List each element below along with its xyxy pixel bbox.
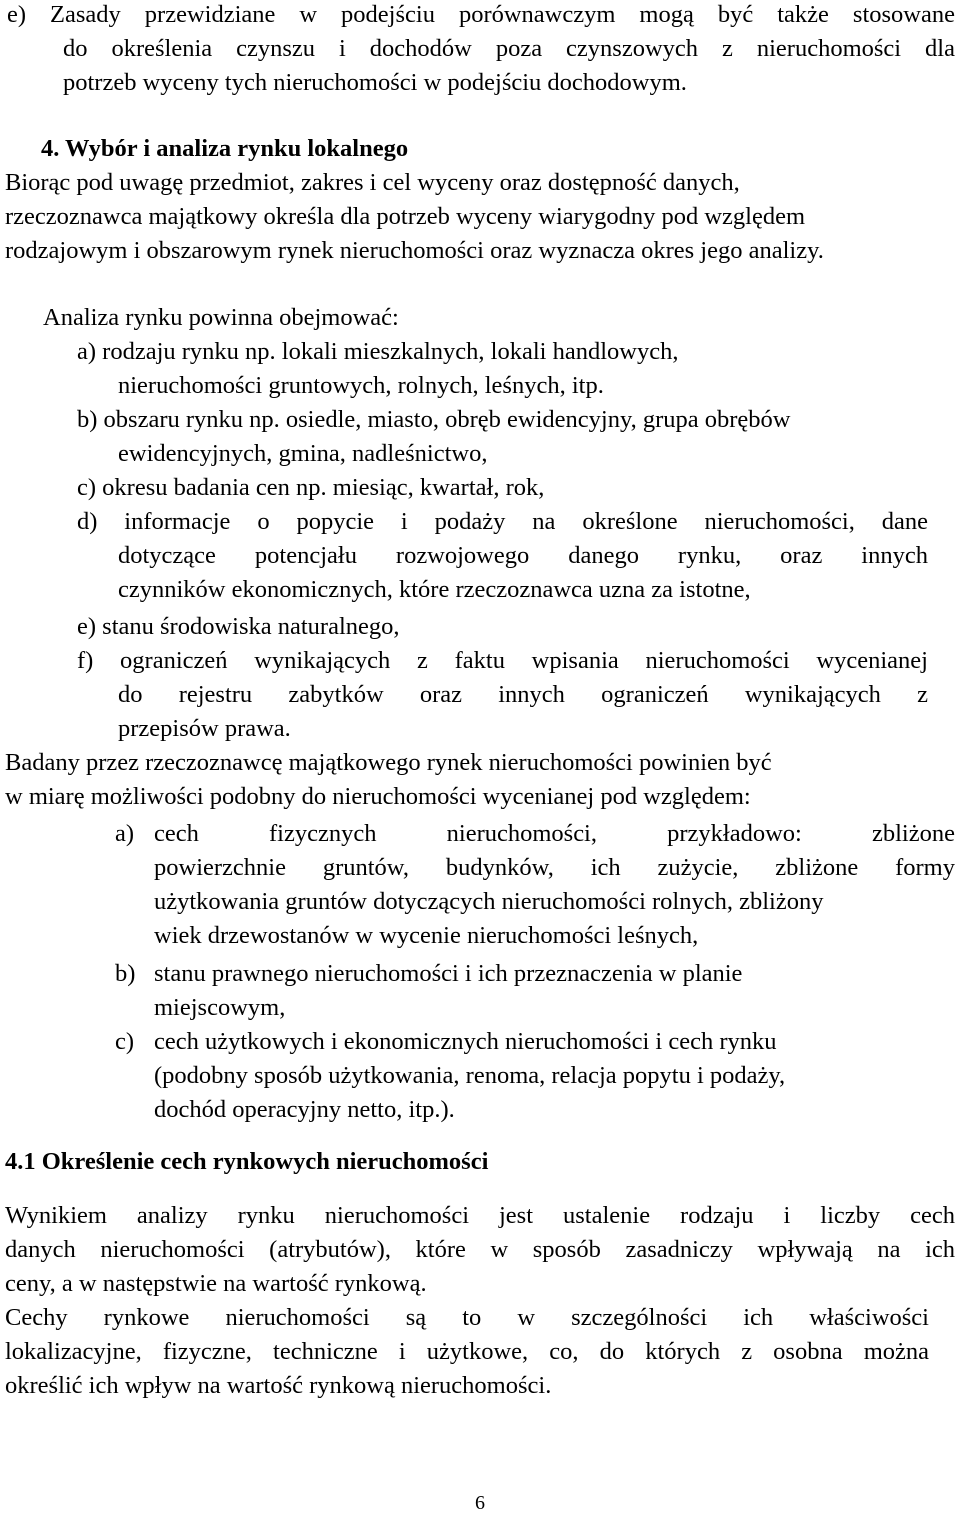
intro-e-line-1: e) Zasady przewidziane w podejściu porównawczym mogą być także stosowane xyxy=(7,1,955,28)
similarity-item-b-label: b) xyxy=(115,960,136,987)
section-4-1-para2-line-1: Cechy rynkowe nieruchomości są to w szczególności ich właściwości xyxy=(5,1304,929,1331)
section-4-1-para2-line-2: lokalizacyjne, fizyczne, techniczne i użytkowe, co, do których z osobna można xyxy=(5,1338,929,1365)
analysis-item-b-line-2: ewidencyjnych, gmina, nadleśnictwo, xyxy=(118,440,488,467)
similarity-item-a-line-4: wiek drzewostanów w wycenie nieruchomości leśnych, xyxy=(154,922,699,949)
similarity-item-c-label: c) xyxy=(115,1028,135,1055)
analysis-item-a-line-1: a) rodzaju rynku np. lokali mieszkalnych, lokali handlowych, xyxy=(77,338,679,365)
similarity-item-c-line-1: cech użytkowych i ekonomicznych nieruchomości i cech rynku xyxy=(154,1028,777,1055)
intro-e-line-3: potrzeb wyceny tych nieruchomości w podejściu dochodowym. xyxy=(63,69,687,96)
analysis-item-a-line-2: nieruchomości gruntowych, rolnych, leśnych, itp. xyxy=(118,372,604,399)
analysis-item-f-line-3: przepisów prawa. xyxy=(118,715,291,742)
analysis-item-d-line-1: d) informacje o popycie i podaży na określone nieruchomości, dane xyxy=(77,508,928,535)
section-4-1-para2-line-3: określić ich wpływ na wartość rynkową nieruchomości. xyxy=(5,1372,552,1399)
section-4-para-line-3: rodzajowym i obszarowym rynek nieruchomości oraz wyznacza okres jego analizy. xyxy=(5,237,824,264)
similarity-item-c-line-2: (podobny sposób użytkowania, renoma, relacja popytu i podaży, xyxy=(154,1062,786,1089)
similarity-item-b-line-2: miejscowym, xyxy=(154,994,286,1021)
analysis-intro: Analiza rynku powinna obejmować: xyxy=(43,304,399,331)
section-4-heading: 4. Wybór i analiza rynku lokalnego xyxy=(41,135,409,162)
section-4-1-para1-line-2: danych nieruchomości (atrybutów), które w sposób zasadniczy wpływają na ich xyxy=(5,1236,955,1263)
page-number: 6 xyxy=(475,1492,485,1514)
similarity-intro-line-2: w miarę możliwości podobny do nieruchomości wycenianej pod względem: xyxy=(5,783,751,810)
similarity-intro-line-1: Badany przez rzeczoznawcę majątkowego rynek nieruchomości powinien być xyxy=(5,749,772,776)
similarity-item-b-line-1: stanu prawnego nieruchomości i ich przeznaczenia w planie xyxy=(154,960,743,987)
section-4-1-para1-line-3: ceny, a w następstwie na wartość rynkową. xyxy=(5,1270,427,1297)
intro-e-line-2: do określenia czynszu i dochodów poza czynszowych z nieruchomości dla xyxy=(63,35,955,62)
similarity-item-a-line-2: powierzchnie gruntów, budynków, ich zużycie, zbliżone formy xyxy=(154,854,955,881)
section-4-para-line-1: Biorąc pod uwagę przedmiot, zakres i cel wyceny oraz dostępność danych, xyxy=(5,169,740,196)
analysis-item-f-line-2: do rejestru zabytków oraz innych ograniczeń wynikających z xyxy=(118,681,928,708)
section-4-para-line-2: rzeczoznawca majątkowy określa dla potrzeb wyceny wiarygodny pod względem xyxy=(5,203,806,230)
analysis-item-d-line-3: czynników ekonomicznych, które rzeczoznawca uzna za istotne, xyxy=(118,576,751,603)
analysis-item-c: c) okresu badania cen np. miesiąc, kwartał, rok, xyxy=(77,474,545,501)
section-4-1-para1-line-1: Wynikiem analizy rynku nieruchomości jest ustalenie rodzaju i liczby cech xyxy=(5,1202,955,1229)
similarity-item-a-line-1: cech fizycznych nieruchomości, przykładowo: zbliżone xyxy=(154,820,955,847)
similarity-item-c-line-3: dochód operacyjny netto, itp.). xyxy=(154,1096,455,1123)
analysis-item-d-line-2: dotyczące potencjału rozwojowego danego rynku, oraz innych xyxy=(118,542,928,569)
similarity-item-a-label: a) xyxy=(115,820,135,847)
section-4-1-heading: 4.1 Określenie cech rynkowych nieruchomości xyxy=(5,1148,489,1175)
analysis-item-b-line-1: b) obszaru rynku np. osiedle, miasto, obręb ewidencyjny, grupa obrębów xyxy=(77,406,791,433)
analysis-item-e: e) stanu środowiska naturalnego, xyxy=(77,613,400,640)
analysis-item-f-line-1: f) ograniczeń wynikających z faktu wpisania nieruchomości wycenianej xyxy=(77,647,928,674)
similarity-item-a-line-3: użytkowania gruntów dotyczących nieruchomości rolnych, zbliżony xyxy=(154,888,824,915)
